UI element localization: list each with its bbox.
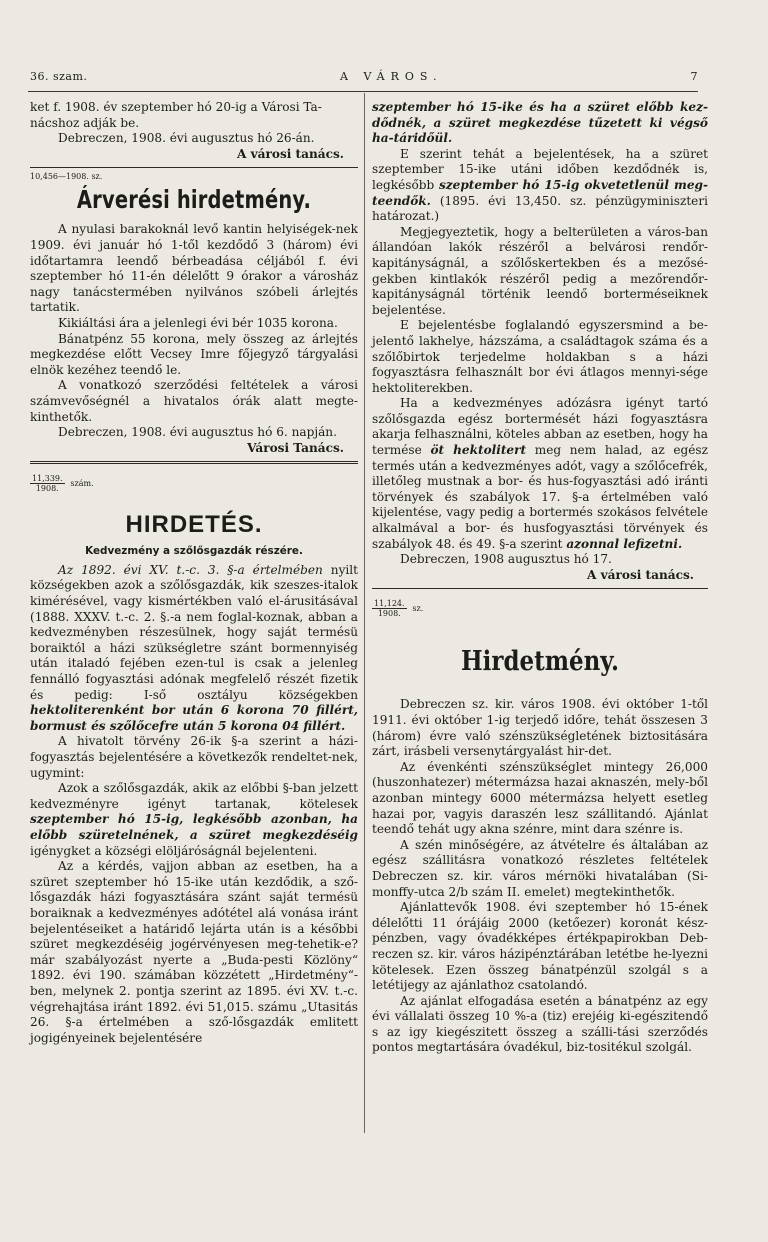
content-paragraph: E bejelentésbe foglalandó egyszersmind a be-jelentő lakhelye, házszáma, a családtagok száma és a szőlőbirtok terjedelme holdakban s a házi fogyasztásra felhasznált bor évi átlagos mennyi-sége hektoliterekben.: [372, 318, 708, 395]
intro-date: Debreczen, 1908. évi augusztus hó 26-án.: [58, 131, 315, 146]
deadline-paragraph: E szerint tehát a bejelentések, ha a szüret szeptember 15-ike utáni időben kezdődnék is, legkésőbb szeptember hó 15-ig okvetetlenül meg-teendők. (1895. évi 13,450. sz. pénzügyminiszteri határozat.): [372, 146, 708, 224]
notice-paragraph-2: A hivatolt törvény 26-ik §-a szerint a házi-fogyasztás bejelentésére a következők rendeltet-nek, ugymint:: [30, 734, 358, 780]
header-rule: [28, 91, 698, 92]
ad-number: [372, 599, 708, 623]
auction-paragraph-3: Bánatpénz 55 korona, mely összeg az árlejtés megkezdése előtt Vecsey Imre főjegyző tárgyalási elnök kezéhez teendő le.: [30, 331, 358, 377]
intro-signature: A városi tanács.: [237, 146, 344, 161]
auction-title: Árverési hirdetmény.: [76, 185, 312, 215]
notice-number-label: szám.: [70, 478, 94, 488]
notice-number: [30, 474, 358, 498]
auction-number: 10,456—1908. sz.: [30, 172, 103, 182]
left-column: [30, 100, 358, 1046]
right-column: [372, 100, 708, 1056]
notice-signature: A városi tanács.: [587, 567, 694, 582]
section-rule-double: [30, 463, 358, 464]
notice-paragraph-3: Azok a szőlősgazdák, akik az előbbi §-ban jelzett kedvezményre igényt tartanak, kötelesek szeptember hó 15-ig, legkésőbb azonban, ha előbb szüretelnének, a szüret megkezdéséig igénygket a községi elöljáróságnál bejelenteni.: [30, 781, 358, 858]
ad-number-bottom: 1908.: [377, 609, 401, 619]
notice-paragraph-4: Az a kérdés, vajjon abban az esetben, ha a szüret szeptember hó 15-ike után kezdődik, a sző-lősgazdák házi fogyasztására szánt saját termésü boraiknak a kedvezményes adótétel alá vonása iránt bejelentéseiket a határidő lejárta után is a későbbi szüret megkezdéséig jogérvényesen meg-tehetik-e? már szabályozást nyerte a „Buda-pesti Közlöny“ 1892. évi 190. számában közzétett „Hirdetmény“-ben, melynek 2. pontja szerint az 1895. évi XV. t.-c. végrehajtása iránt 1892. évi 51,015. számu „Utasitás 26. §-a értelmében a sző-lősgazdák emlitett jogigényeinek bejelentésére: [30, 859, 358, 1045]
auction-paragraph-1: A nyulasi barakoknál levő kantin helyiségek-nek 1909. évi január hó 1-től kezdődő 3 (három) évi időtartamra leendő bérbeadása céljából f. évi szeptember hó 11-én délelőtt 9 órakor a városház nagy tanácstermében nyilvános szóbeli árlejtés tartatik.: [30, 222, 358, 315]
ad-number-top: 11,124.: [374, 599, 405, 609]
notice-subtitle: Kedvezmény a szőlősgazdák részére.: [85, 545, 303, 558]
ad-number-label: sz.: [412, 604, 424, 614]
section-rule: [30, 461, 358, 462]
auction-signature: Városi Tanács.: [247, 440, 344, 455]
intro-line-1: ket f. 1908. év szeptember hó 20-ig a Városi Ta-: [30, 100, 322, 114]
ad-title: Hirdetmény.: [460, 646, 619, 678]
ad-paragraph-5: Az ajánlat elfogadása esetén a bánatpénz az egy évi vállalati összeg 10 %-a (tiz) erejéig ki-egészitendő s az igy kiegészitett összeg a szálli-tási szerződés pontos megtartására óvadékul, biz-tositékul szolgál.: [372, 993, 708, 1055]
notice-title: HIRDETÉS.: [125, 511, 263, 539]
ad-paragraph-4: Ajánlattevők 1908. évi szeptember hó 15-ének délelőtti 11 órájáig 2000 (ketőezer) koronát kész-pénzben, vagy óvadékképes értékpapirokban Deb-reczen sz. kir. város házipénztárában letétbe he-lyezni kötelesek. Ezen összeg bánatpénzül szolgál s a letétijegy az ajánlathoz csatolandó.: [372, 900, 708, 993]
ad-paragraph-2: Az évenkénti szénszükséglet mintegy 26,000 (huszonhatezer) métermázsa hazai aknaszén, mely-ből azonban mintegy 6000 métermázsa helyett esetleg hazai por, vagyis daraszén lesz szállitandó. Ajánlat teendő tehát ugy akna szénre, mint dara szénre is.: [372, 759, 708, 837]
ad-paragraph-3: A szén minőségére, az átvételre és általában az egész szállitásra vonatkozó részletes feltételek Debreczen sz. kir. város mérnöki hivatalában (Si-monffy-utca 2/b szám II. emelet) megtekinthetők.: [372, 837, 708, 899]
auction-date: Debreczen, 1908. évi augusztus hó 6. napján.: [58, 425, 337, 440]
notice-number-top: 11,339.: [32, 474, 63, 484]
note-paragraph: Megjegyeztetik, hogy a belterületen a város-ban állandóan lakók részéről a belvárosi rendőr-kapitányságnál, a szőlőskertekben és a mezősé-gekben kintlakók részéről pedig a mezőrendőr-kapitányságnál történik leendő borterméseiknek bejelentése.: [372, 224, 708, 317]
issue-number: 36. szam.: [30, 70, 88, 83]
continued-paragraph: szeptember hó 15-ike és ha a szüret előbb kez-dődnék, a szüret megkezdése tűzetett ki végső ha-táridőül.: [372, 100, 708, 146]
notice-paragraph-1: Az 1892. évi XV. t.-c. 3. §-a értelmében nyilt községekben azok a szőlősgazdák, kik szeszes-italok kimérésével, vagy kismértékben való el-árusitásával (1888. XXXV. t.-c. 2. §.-a nem foglal-koznak, abban a kedvezményben részesülnek, hogy saját termésü boraiktól a házi szükségletre szánt bormennyiség után italadó fejében ezen-tul is csak a jelenleg fennálló fogyasztási adónak megfelelő részét fizetik és pedig: I-ső osztályu községekben hektoliterenként bor után 6 korona 70 fillért, bormust és szőlőcefre után 5 korona 04 fillért.: [30, 562, 359, 733]
page-header: [30, 70, 698, 88]
auction-paragraph-2: Kikiáltási ára a jelenlegi évi bér 1035 korona.: [58, 315, 338, 330]
intro-line-2: nácshoz adják be.: [30, 115, 140, 130]
payment-paragraph: Ha a kedvezményes adózásra igényt tartó szőlősgazda egész bortermését házi fogyasztásra akarja felhasználni, köteles abban az esetben, hogy ha termése öt hektolitert meg nem halad, az egész termés után a kedvezményes adót, vagy a szőlőcefrék, illetőleg mustnak a bor- és hus-fogyasztási adó iránti törvények és szabályok 17. §-a értelmében való kijelentése, vagy pedig a bortermés szokásos felvétele alkalmával a bor- és husfogyasztási törvények és szabályok 48. és 49. §-a szerint azonnal lefizetni.: [372, 396, 708, 551]
notice-number-bottom: 1908.: [35, 484, 59, 494]
page-number: 7: [690, 70, 698, 83]
notice-date: Debreczen, 1908 augusztus hó 17.: [400, 552, 612, 567]
ad-paragraph-1: Debreczen sz. kir. város 1908. évi október 1-től 1911. évi október 1-ig terjedő időre, tehát összesen 3 (három) évre való szénszükségletének biztositására zárt, irásbeli versenytárgyalást hir-det.: [372, 697, 708, 759]
section-rule: [372, 588, 708, 589]
column-divider: [364, 93, 365, 1133]
auction-paragraph-4: A vonatkozó szerződési feltételek a városi számvevőségnél a hivatalos órák alatt megte-kinthetők.: [30, 378, 358, 424]
section-rule: [30, 167, 358, 168]
newspaper-title: A VÁROS.: [340, 70, 443, 83]
